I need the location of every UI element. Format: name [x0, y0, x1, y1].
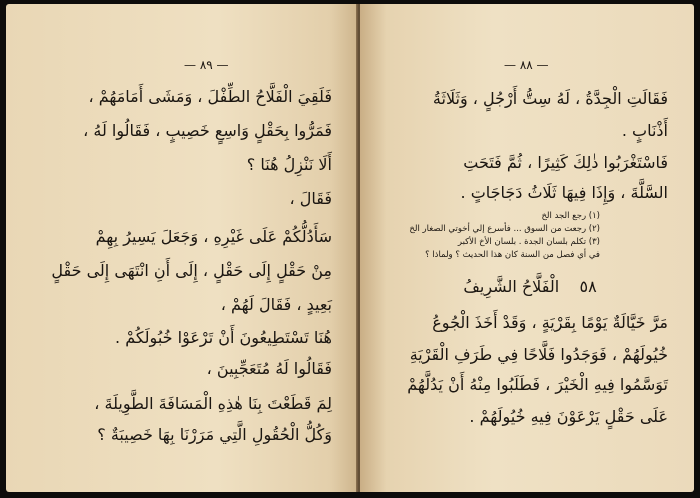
right-line-2: أَذْنَابٍ . — [621, 121, 668, 140]
left-line-4: فَقَالَ ، — [289, 189, 332, 208]
right-line-3: فَاسْتَغْرَبُوا ذٰلِكَ كَثِيرًا ، ثُمَّ فَتَحَتِ — [463, 153, 668, 172]
section-line-1: مَرَّ خَيَّالَةٌ يَوْمًا بِقَرْيَةٍ ، وَقَدْ أَخَذَ الْجُوعُ — [432, 313, 668, 332]
footnote-3: (٣) تكلم بلسان الجدة . بلسان الأخ الأكبر — [457, 237, 600, 247]
section-line-3: تَوَسَّمُوا فِيهِ الْخَيْرَ ، فَطَلَبُوا مِنْهُ أَنْ يَدُلَّهُمْ — [407, 375, 668, 394]
section-title: الْفَلَّاحُ الشَّرِيفُ — [463, 277, 560, 296]
left-line-1: فَلَقِيَ الْفَلَّاحُ الطِّفْلَ ، وَمَشَى أَمَامَهُمْ ، — [88, 87, 332, 106]
left-line-8: هُنَا تَسْتَطِيعُونَ أَنْ تَرْعَوْا خُبُولَكُمْ . — [115, 328, 332, 347]
left-page-number: — ٨٩ — — [184, 58, 229, 72]
section-line-4: عَلَى حَقْلٍ يَرْعَوْنَ فِيهِ خُيُولَهُمْ . — [469, 407, 668, 426]
left-page — [6, 4, 358, 492]
left-line-5: سَأَدُلُّكُمْ عَلَى غَيْرِهِ ، وَجَعَلَ يَسِيرُ بِهِمْ — [95, 227, 332, 246]
section-heading — [430, 276, 630, 298]
right-page — [360, 4, 694, 492]
section-line-2: خُيُولَهُمْ ، فَوَجَدُوا فَلَّاحًا فِي طَرَفِ الْقَرْيَةِ — [409, 345, 668, 364]
footnote-question: في أي فصل من السنة كان هذا الحديث ؟ ولماذا ؟ — [425, 250, 600, 260]
left-line-6: مِنْ حَقْلٍ إِلَى حَقْلٍ ، إِلَى أَنِ انْتَهَى إِلَى حَقْلٍ — [51, 261, 332, 280]
footnote-1: (١) رجع الجد الخ — [541, 211, 600, 221]
left-line-2: فَمَرُّوا بِحَقْلٍ وَاسِعٍ خَصِيبٍ ، فَقَالُوا لَهُ ، — [83, 121, 332, 140]
section-number: ٥٨ — [579, 277, 597, 296]
left-line-10: لِمَ قَطَعْتَ بِنَا هٰذِهِ الْمَسَافَةَ الطَّوِيلَةَ ، — [94, 394, 332, 413]
open-book — [6, 4, 694, 492]
left-line-3: أَلَا نَنْزِلُ هُنَا ؟ — [246, 155, 332, 174]
left-line-7: بَعِيدٍ ، فَقَالَ لَهُمْ ، — [220, 295, 332, 314]
right-page-number: — ٨٨ — — [504, 58, 549, 72]
right-line-1: فَقَالَتِ الْجِدَّةُ ، لَهُ سِتُّ أَرْجُلٍ ، وَثَلَاثَةُ — [432, 89, 668, 108]
left-line-9: فَقَالُوا لَهُ مُتَعَجِّبِينَ ، — [206, 359, 332, 378]
left-line-11: وَكُلُّ الْحُقُولِ الَّتِي مَرَرْنَا بِهَا خَصِيبَةٌ ؟ — [97, 425, 332, 444]
right-line-4: السَّلَّةَ ، وَإِذَا فِيهَا ثَلَاثُ دَجَاجَاتٍ . — [460, 183, 668, 202]
footnote-2: (٢) رجعت من السوق ... فأسرع إلي أخوتي الصغار الخ — [409, 224, 600, 234]
